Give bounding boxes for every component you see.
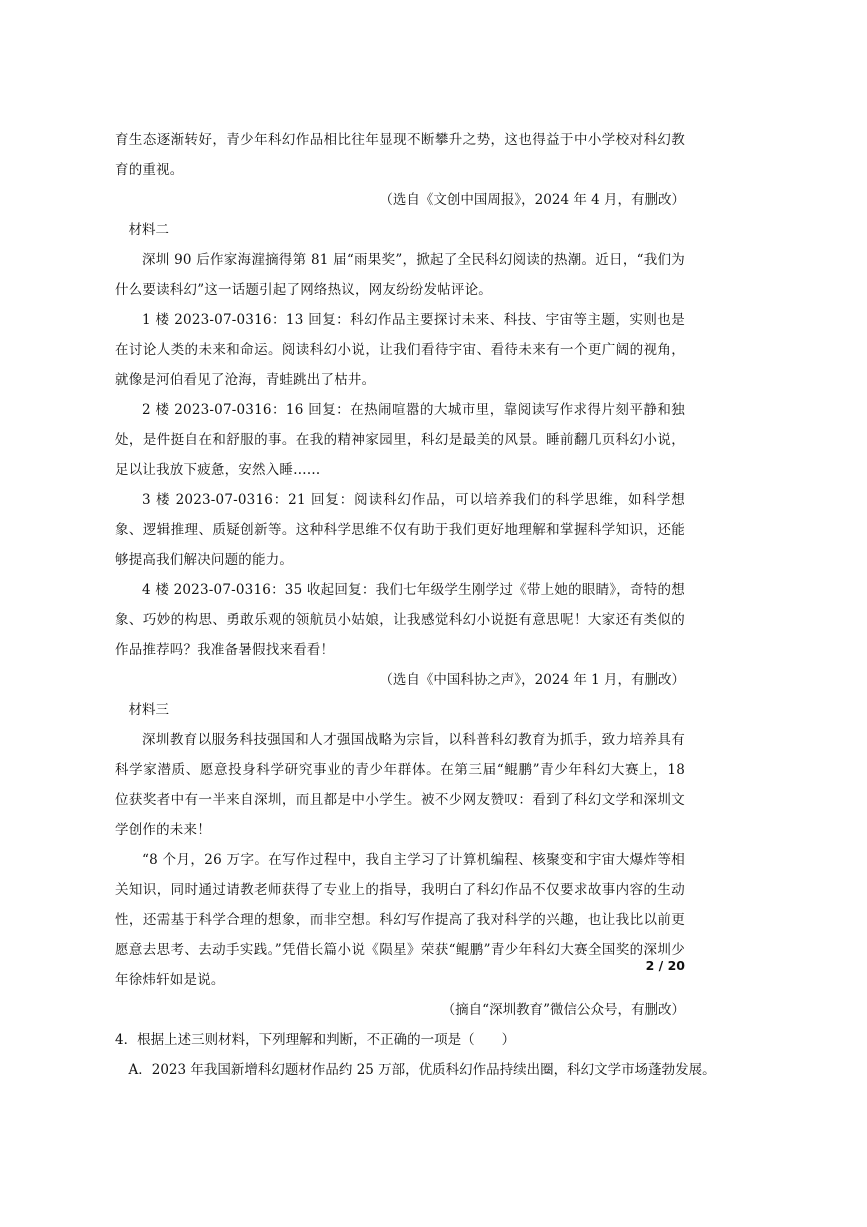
- material-two-paragraph-1: 深圳 90 后作家海漄摘得第 81 届“雨果奖”，掀起了全民科幻阅读的热潮。近日，“我们为什么要读科幻”这一话题引起了网络热议，网友纷纷发帖评论。: [115, 252, 685, 298]
- question-4-option-a: A．2023 年我国新增科幻题材作品约 25 万部，优质科幻作品持续出圈，科幻文学市场蓬勃发展。: [128, 1062, 716, 1078]
- material-one-continuation: 育生态逐渐转好，青少年科幻作品相比往年显现不断攀升之势，这也得益于中小学校对科幻教育的重视。: [115, 132, 685, 178]
- page-number: 2 / 20: [645, 958, 685, 973]
- document-body: [115, 125, 716, 1085]
- material-two-heading: 材料二: [128, 222, 169, 238]
- question-4: 4．根据上述三则材料，下列理解和判断，不正确的一项是（ ）: [115, 1032, 516, 1048]
- material-three-paragraph-2: “8 个月，26 万字。在写作过程中，我自主学习了计算机编程、核聚变和宇宙大爆炸等相关知识，同时通过请教老师获得了专业上的指导，我明白了科幻作品不仅要求故事内容的生动性，还需基于科学合理的想象，而非空想。科幻写作提高了我对科学的兴趣，也让我比以前更愿意去思考、去动手实践。”凭借长篇小说《陨星》荣获“鲲鹏”青少年科幻大赛全国奖的深圳少年徐炜轩如是说。: [115, 852, 685, 988]
- material-two-source: （选自《中国科协之声》，2024 年 1 月，有删改）: [379, 672, 685, 688]
- material-three-paragraph-1: 深圳教育以服务科技强国和人才强国战略为宗旨，以科普科幻教育为抓手，致力培养具有科学家潜质、愿意投身科学研究事业的青少年群体。在第三届“鲲鹏”青少年科幻大赛上，18 位获奖者中有一半来自深圳，而且都是中小学生。被不少网友赞叹：看到了科幻文学和深圳文学创作的未来！: [115, 732, 685, 838]
- material-three-source: （摘自“深圳教育”微信公众号，有删改）: [441, 1002, 685, 1018]
- material-two-comment-1: 1 楼 2023-07-0316：13 回复：科幻作品主要探讨未来、科技、宇宙等主题，实则也是在讨论人类的未来和命运。阅读科幻小说，让我们看待宇宙、看待未来有一个更广阔的视角，就像是河伯看见了沧海，青蛙跳出了枯井。: [115, 312, 685, 388]
- material-three-heading: 材料三: [128, 702, 169, 718]
- material-one-source: （选自《文创中国周报》，2024 年 4 月，有删改）: [379, 192, 685, 208]
- material-two-comment-3: 3 楼 2023-07-0316：21 回复：阅读科幻作品，可以培养我们的科学思维，如科学想象、逻辑推理、质疑创新等。这种科学思维不仅有助于我们更好地理解和掌握科学知识，还能够提高我们解决问题的能力。: [115, 492, 685, 568]
- material-two-comment-4: 4 楼 2023-07-0316：35 收起回复：我们七年级学生刚学过《带上她的眼睛》，奇特的想象、巧妙的构思、勇敢乐观的领航员小姑娘，让我感觉科幻小说挺有意思呢！大家还有类似的作品推荐吗？我准备暑假找来看看！: [115, 582, 685, 658]
- material-two-comment-2: 2 楼 2023-07-0316：16 回复：在热闹喧嚣的大城市里，靠阅读写作求得片刻平静和独处，是件挺自在和舒服的事。在我的精神家园里，科幻是最美的风景。睡前翻几页科幻小说，足以让我放下疲惫，安然入睡……: [115, 402, 685, 478]
